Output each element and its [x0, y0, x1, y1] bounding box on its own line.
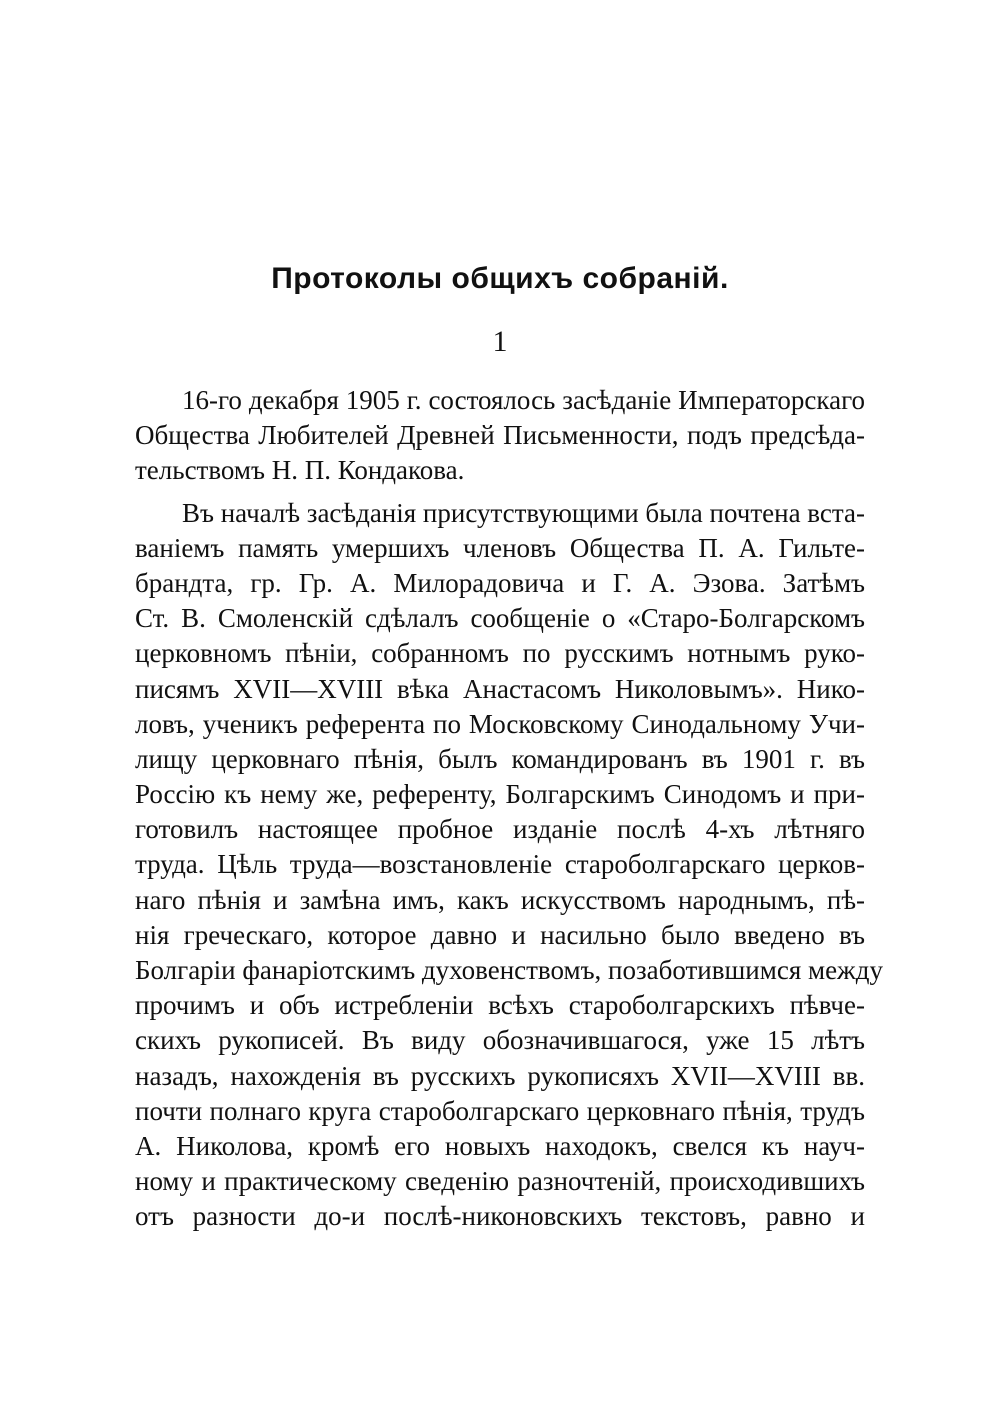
- text-line: писямъ XVII—XVIII вѣка Анастасомъ Николовымъ». Нико-: [135, 673, 865, 704]
- text-line: наго пѣнія и замѣна имъ, какъ искусствомъ народнымъ, пѣ-: [135, 884, 865, 915]
- text-line: ваніемъ память умершихъ членовъ Общества П. А. Гильте-: [135, 532, 865, 563]
- text-line: Болгаріи фанаріотскимъ духовенствомъ, позаботившимся между: [135, 955, 883, 985]
- page-title: Протоколы общихъ собраній.: [271, 262, 729, 295]
- text-line: брандта, гр. Гр. А. Милорадовича и Г. А. Эзова. Затѣмъ: [135, 567, 865, 598]
- text-line: почти полнаго круга староболгарскаго церковнаго пѣнія, трудъ: [135, 1095, 865, 1126]
- body-text: [135, 383, 883, 1235]
- text-line: ловъ, ученикъ референта по Московскому Синодальному Учи-: [135, 708, 865, 739]
- text-line: 16-го декабря 1905 г. состоялось засѣданіе Императорскаго: [182, 385, 865, 415]
- section-number: 1: [492, 325, 508, 358]
- text-line: прочимъ и объ истребленіи всѣхъ староболгарскихъ пѣвче-: [135, 990, 865, 1021]
- text-line: церковномъ пѣніи, собранномъ по русскимъ нотнымъ руко-: [135, 638, 865, 669]
- text-line: лищу церковнаго пѣнія, былъ командированъ въ 1901 г. въ: [135, 743, 865, 774]
- text-line: ному и практическому сведенію разночтеній, происходившихъ: [135, 1166, 865, 1197]
- text-line: готовилъ настоящее пробное изданіе послѣ 4-хъ лѣтняго: [135, 814, 865, 845]
- paragraph: [135, 496, 883, 1235]
- text-line: Общества Любителей Древней Письменности, подъ предсѣда-: [135, 420, 865, 451]
- text-line: А. Николова, кромѣ его новыхъ находокъ, свелся къ науч-: [135, 1130, 865, 1161]
- text-line: скихъ рукописей. Въ виду обозначившагося, уже 15 лѣтъ: [135, 1025, 865, 1056]
- text-line: Россію къ нему же, референту, Болгарскимъ Синодомъ и при-: [135, 779, 865, 810]
- paragraph: [135, 383, 865, 489]
- text-line: нія греческаго, которое давно и насильно было введено въ: [135, 919, 865, 950]
- text-line: назадъ, нахожденія въ русскихъ рукописяхъ XVII—XVIII вв.: [135, 1060, 865, 1091]
- text-line: Въ началѣ засѣданія присутствующими была почтена вста-: [182, 497, 865, 528]
- text-line: Ст. В. Смоленскій сдѣлалъ сообщеніе о «Старо-Болгарскомъ: [135, 603, 865, 634]
- text-line: тельствомъ Н. П. Кондакова.: [135, 455, 465, 486]
- text-line: труда. Цѣль труда—возстановленіе староболгарскаго церков-: [135, 849, 865, 880]
- text-line: отъ разности до-и послѣ-никоновскихъ текстовъ, равно и: [135, 1201, 865, 1232]
